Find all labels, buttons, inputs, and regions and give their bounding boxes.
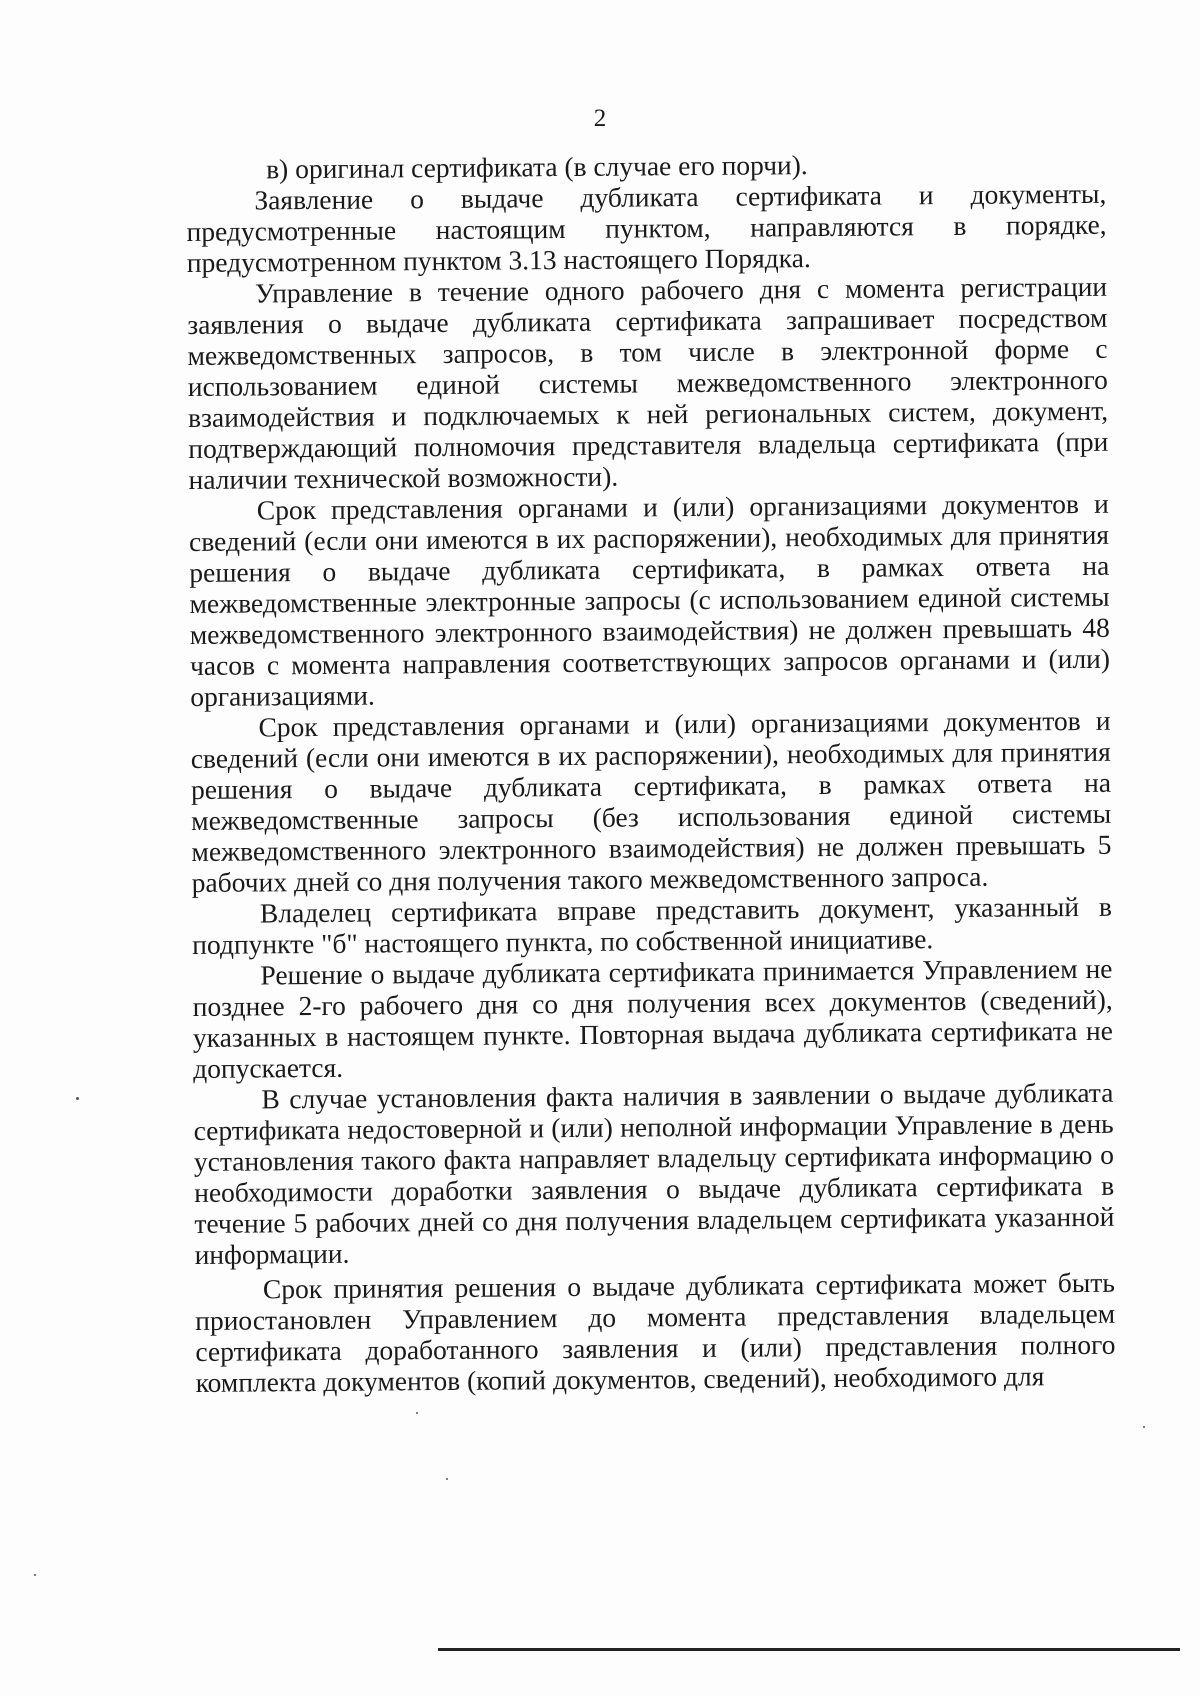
bottom-rule-line <box>438 1648 1180 1651</box>
scan-speck <box>446 1478 448 1480</box>
scan-speck <box>76 1097 79 1100</box>
paragraph-owner-initiative: Владелец сертификата вправе представить документ, указанный в подпункте "б" настоящего пункта, по собственной инициативе. <box>192 890 1113 960</box>
document-body <box>186 147 1116 1398</box>
paragraph-application-documents: Заявление о выдаче дубликата сертификата и документы, предусмотренные настоящим пунктом, направляются в порядке, предусмотренном пунктом 3.13 настоящего Порядка. <box>186 177 1107 278</box>
scan-speck <box>416 1412 418 1414</box>
scan-speck <box>34 1574 36 1576</box>
scan-speck <box>1143 1426 1145 1428</box>
paragraph-non-electronic-response-deadline: Срок представления органами и (или) организациями документов и сведений (если они имеются в их распоряжении), необходимых для принятия решения о выдаче дубликата сертификата, в рамках ответа на межведомственные запросы (без использования единой системы межведомственного электронного взаимодействия) не должен превышать 5 рабочих дней со дня получения такого межведомственного запроса. <box>190 704 1112 898</box>
paragraph-original-certificate: в) оригинал сертификата (в случае его порчи). <box>265 149 808 185</box>
paragraph-interagency-requests: Управление в течение одного рабочего дня с момента регистрации заявления о выдаче дубликата сертификата запрашивает посредством межведомственных запросов, в том числе в электронной форме с использованием единой системы межведомственного электронного взаимодействия и подключаемых к ней региональных систем, документ, подтверждающий полномочия представителя владельца сертификата (при наличии технической возможности). <box>187 270 1109 495</box>
page-number: 2 <box>593 105 607 132</box>
paragraph-incomplete-information: В случае установления факта наличия в заявлении о выдаче дубликата сертификата недостоверной и (или) неполной информации Управление в день установления такого факта направляет владельцу сертификата информацию о необходимости доработки заявления о выдаче дубликата сертификата в течение 5 рабочих дней со дня получения владельцем сертификата указанной информации. <box>193 1076 1115 1270</box>
paragraph-decision-suspension: Срок принятия решения о выдаче дубликата сертификата может быть приостановлен Управлением до момента представления владельцем сертификата доработанного заявления и (или) представления полного комплекта документов (копий документов, сведений), необходимого для <box>195 1266 1116 1398</box>
paragraph-decision-deadline: Решение о выдаче дубликата сертификата принимается Управлением не позднее 2-го рабочего дня со дня получения всех документов (сведений), указанных в настоящем пункте. Повторная выдача дубликата сертификата не допускается. <box>192 952 1114 1084</box>
paragraph-electronic-response-deadline: Срок представления органами и (или) организациями документов и сведений (если они имеются в их распоряжении), необходимых для принятия решения о выдаче дубликата сертификата, в рамках ответа на межведомственные электронные запросы (с использованием единой системы межведомственного электронного взаимодействия) не должен превышать 48 часов с момента направления соответствующих запросов органами и (или) организациями. <box>188 487 1111 712</box>
